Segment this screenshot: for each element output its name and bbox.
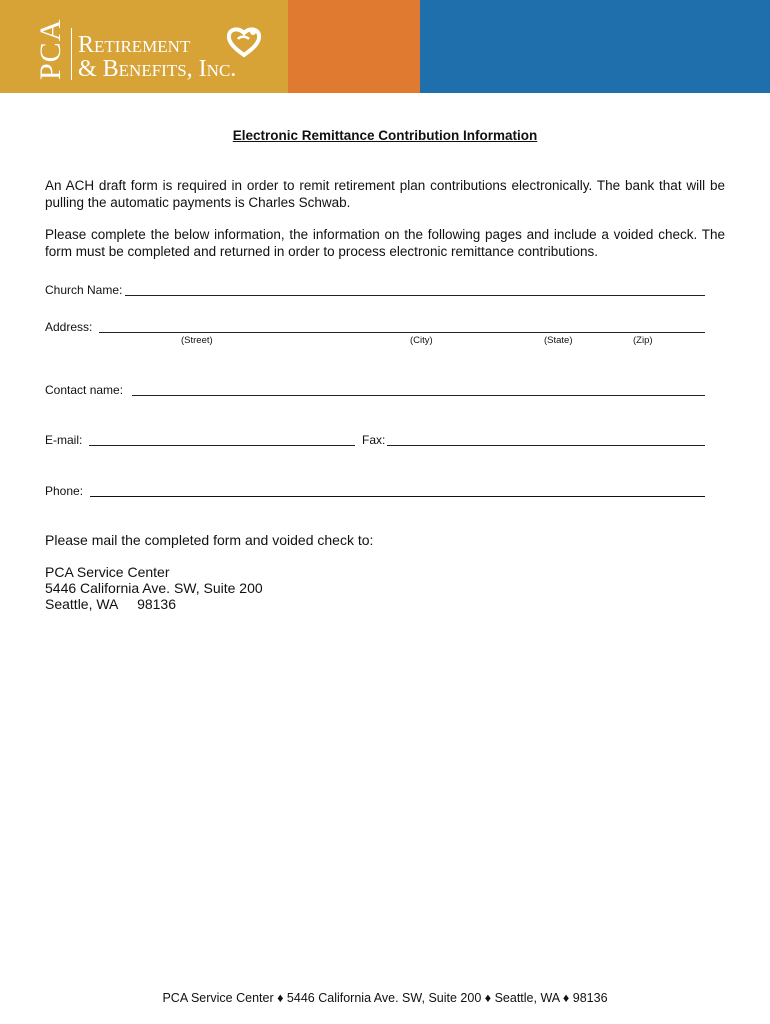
zip-caption: (Zip): [633, 335, 653, 346]
email-field[interactable]: [89, 445, 355, 446]
banner-blue-panel: [420, 0, 770, 93]
contact-name-field[interactable]: [132, 395, 705, 396]
page-footer: PCA Service Center ♦ 5446 California Ave. SW, Suite 200 ♦ Seattle, WA ♦ 98136: [162, 991, 608, 1005]
mail-recipient-name: PCA Service Center: [45, 564, 170, 580]
heart-logo-icon: [226, 26, 262, 58]
contact-name-label: Contact name:: [45, 383, 124, 397]
form-title: Electronic Remittance Contribution Information: [232, 128, 538, 143]
logo-benefits-text: & Benefits, Inc.: [78, 56, 237, 82]
address-label: Address:: [45, 320, 93, 334]
church-name-label: Church Name:: [45, 283, 123, 297]
street-caption: (Street): [181, 335, 213, 346]
phone-label: Phone:: [45, 484, 84, 498]
intro-paragraph-ach: An ACH draft form is required in order to remit retirement plan contributions electronically. The bank that will be pulling the automatic payments is Charles Schwab.: [45, 178, 725, 210]
church-name-field[interactable]: [125, 295, 705, 296]
mail-street-address: 5446 California Ave. SW, Suite 200: [45, 580, 263, 596]
mail-city-state-zip: Seattle, WA 98136: [45, 596, 177, 612]
phone-field[interactable]: [90, 496, 705, 497]
logo-pca-text: PCA: [34, 18, 67, 80]
logo-divider: [71, 28, 72, 80]
mail-instruction: Please mail the completed form and voided check to:: [45, 532, 374, 548]
state-caption: (State): [544, 335, 573, 346]
intro-paragraph-instructions: Please complete the below information, the information on the following pages and include a voided check. The form must be completed and returned in order to process electronic remittance contributions.: [45, 227, 725, 259]
city-caption: (City): [410, 335, 433, 346]
email-label: E-mail:: [45, 433, 83, 447]
banner-orange-panel: [288, 0, 420, 93]
fax-label: Fax:: [362, 433, 386, 447]
header-banner: [0, 0, 770, 93]
fax-field[interactable]: [387, 445, 705, 446]
address-field[interactable]: [99, 332, 705, 333]
logo-retirement-text: Retirement: [78, 32, 191, 58]
